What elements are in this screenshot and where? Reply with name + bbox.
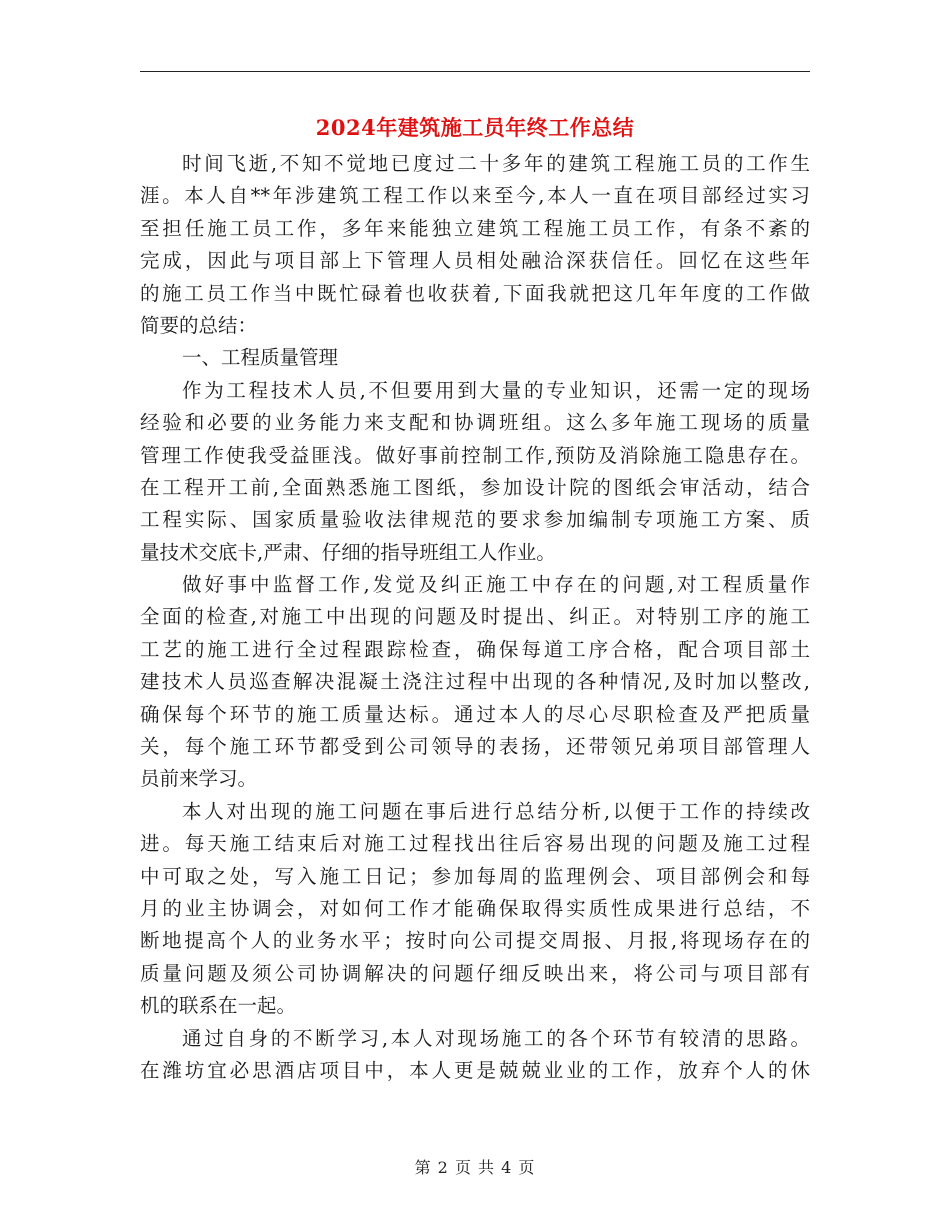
text-line: 经验和必要的业务能力来支配和协调班组。这么多年施工现场的质量: [140, 411, 810, 435]
text-line: 一、工程质量管理: [182, 346, 339, 370]
text-line: 做好事中监督工作,发觉及纠正施工中存在的问题,对工程质量作: [182, 573, 810, 597]
text-line: 完成，因此与项目部上下管理人员相处融洽深获信任。回忆在这些年: [140, 249, 810, 273]
text-line: 质量问题及须公司协调解决的问题仔细反映出来，将公司与项目部有: [140, 961, 810, 985]
text-line: 作为工程技术人员,不但要用到大量的专业知识，还需一定的现场: [182, 378, 810, 402]
text-line: 月的业主协调会，对如何工作才能确保取得实质性成果进行总结，不: [140, 896, 810, 920]
text-line: 本人对出现的施工问题在事后进行总结分析,以便于工作的持续改: [182, 799, 810, 823]
text-line: 断地提高个人的业务水平；按时向公司提交周报、月报,将现场存在的: [140, 929, 810, 953]
document-body: [140, 148, 810, 1087]
text-line: 中可取之处，写入施工日记；参加每周的监理例会、项目部例会和每: [140, 864, 810, 888]
text-line: 确保每个环节的施工质量达标。通过本人的尽心尽职检查及严把质量: [140, 702, 810, 726]
text-line: 简要的总结：: [140, 313, 258, 337]
text-line: 关，每个施工环节都受到公司领导的表扬，还带领兄弟项目部管理人: [140, 735, 810, 759]
text-line: 涯。本人自**年涉建筑工程工作以来至今,本人一直在项目部经过实习: [140, 184, 810, 208]
header-rule: [140, 71, 810, 72]
document-title: 2024年建筑施工员年终工作总结: [315, 115, 635, 140]
text-line: 在工程开工前,全面熟悉施工图纸，参加设计院的图纸会审活动，结合: [140, 475, 810, 499]
text-line: 全面的检查,对施工中出现的问题及时提出、纠正。对特别工序的施工: [140, 605, 810, 629]
text-line: 量技术交底卡,严肃、仔细的指导班组工人作业。: [140, 540, 556, 564]
text-line: 工程实际、国家质量验收法律规范的要求参加编制专项施工方案、质: [140, 508, 810, 532]
text-line: 的施工员工作当中既忙碌着也收获着,下面我就把这几年年度的工作做: [140, 281, 810, 305]
text-line: 工艺的施工进行全过程跟踪检查，确保每道工序合格，配合项目部土: [140, 637, 810, 661]
text-line: 建技术人员巡查解决混凝土浇注过程中出现的各种情况,及时加以整改,: [140, 670, 810, 694]
text-line: 在潍坊宜必思酒店项目中，本人更是兢兢业业的工作，放弃个人的休: [140, 1058, 810, 1082]
text-line: 通过自身的不断学习,本人对现场施工的各个环节有较清的思路。: [182, 1026, 810, 1050]
text-line: 机的联系在一起。: [140, 994, 297, 1018]
page-footer: 第 2 页 共 4 页: [414, 1158, 536, 1177]
text-line: 管理工作使我受益匪浅。做好事前控制工作,预防及消除施工隐患存在。: [140, 443, 810, 467]
text-line: 时间飞逝,不知不觉地已度过二十多年的建筑工程施工员的工作生: [182, 152, 810, 175]
text-line: 进。每天施工结束后对施工过程找出往后容易出现的问题及施工过程: [140, 832, 810, 856]
text-line: 至担任施工员工作，多年来能独立建筑工程施工员工作，有条不紊的: [140, 216, 810, 240]
text-line: 员前来学习。: [140, 767, 258, 791]
